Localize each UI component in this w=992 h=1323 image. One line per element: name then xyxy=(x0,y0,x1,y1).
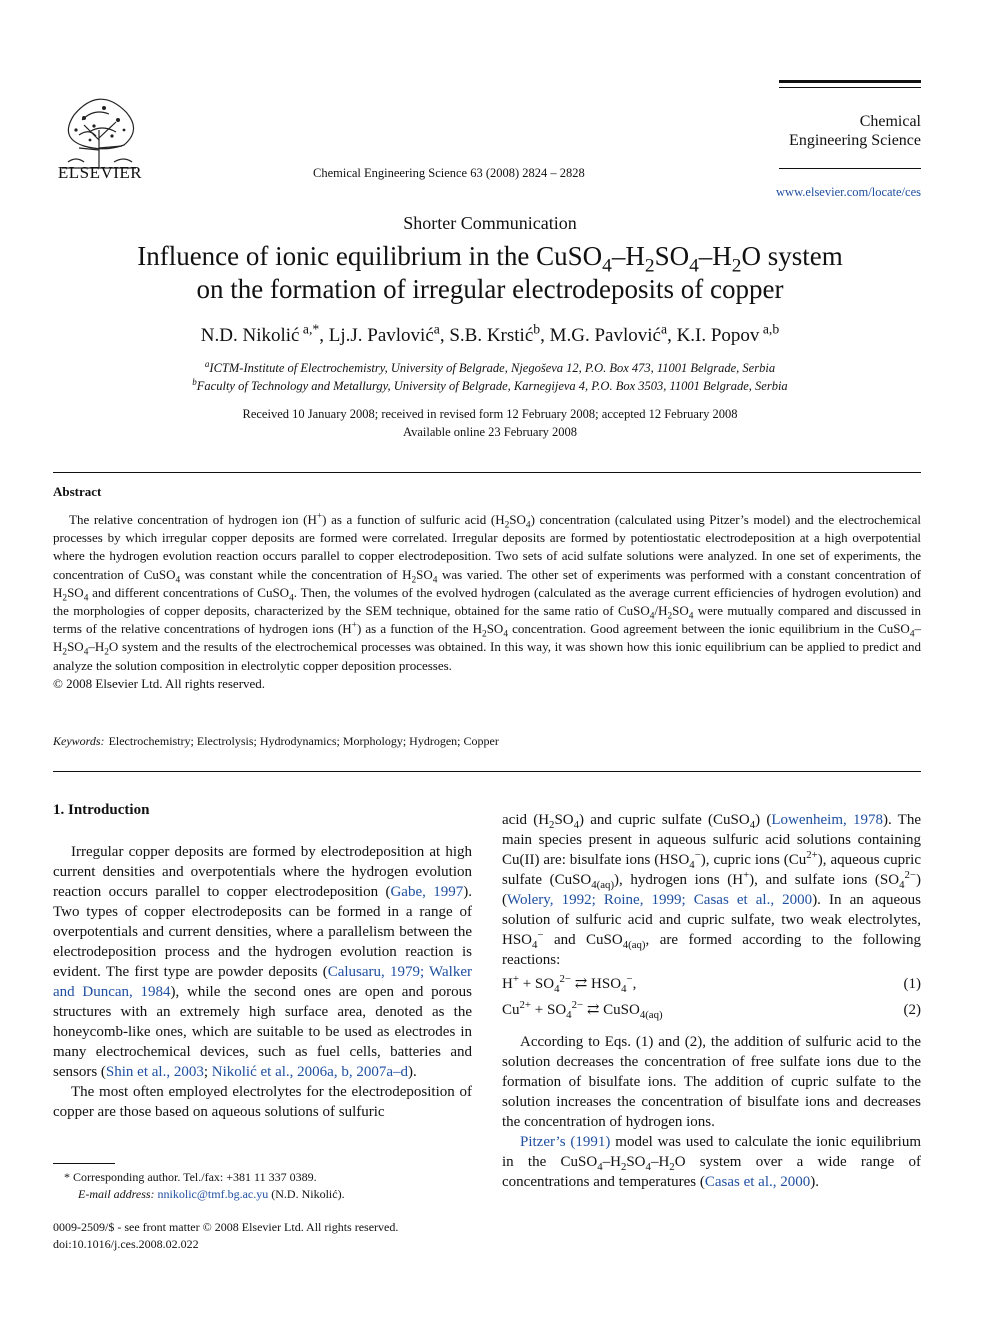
footnote-rule xyxy=(53,1163,115,1164)
citation-link[interactable]: Gabe, 1997 xyxy=(390,884,464,900)
citation-link[interactable]: Wolery, 1992; Roine, 1999; Casas et al., 2000 xyxy=(507,892,813,908)
title-line-1: Influence of ionic equilibrium in the $CuSO_4-H_2SO_4-H_2O$ system xyxy=(137,241,843,277)
publisher-name: ELSEVIER xyxy=(57,163,143,182)
header-rule xyxy=(779,80,921,83)
issn-line: 0009-2509/$ - see front matter © 2008 Elsevier Ltd. All rights reserved. xyxy=(53,1220,399,1234)
citation-link[interactable]: Casas et al., 2000 xyxy=(704,1174,811,1190)
equations xyxy=(502,974,921,1026)
email-note: E-mail address: nnikolic@tmf.bg.ac.yu (N.D. Nikolić). xyxy=(78,1187,345,1201)
section-heading-introduction: 1. Introduction xyxy=(53,802,150,818)
section-type: Shorter Communication xyxy=(403,213,577,233)
citation-link[interactable]: Nikolić et al., 2006a, b, 2007a–d xyxy=(211,1064,408,1080)
copyright-line: © 2008 Elsevier Ltd. All rights reserved. xyxy=(53,675,266,691)
citation-link[interactable]: Shin et al., 2003 xyxy=(105,1064,204,1080)
left-column xyxy=(53,842,472,1122)
equation-2: $Cu^{2+} + SO_4^{2-}$ ⇄ CuSO$_{4(aq)}$ (2) xyxy=(502,999,921,1021)
corresponding-author-note: * Corresponding author. Tel./fax: +381 11 337 0389. xyxy=(64,1170,317,1184)
intro-paragraph-3: According to Eqs. (1) and (2), the addition of sulfuric acid to the solution decreases the concentration of free sulfate ions due to the formation of bisulfate ions. The addition of cupric sulfate to the solution increases the concentration of bisulfate ions and decreases the concentration of hydrogen ions. xyxy=(502,1034,921,1130)
citation-link[interactable]: Calusaru, 1979; Walker and Duncan, 1984 xyxy=(53,964,472,1000)
email-link[interactable]: nnikolic@tmf.bg.ac.yu xyxy=(157,1187,269,1201)
abstract-heading: Abstract xyxy=(53,484,102,499)
citation-link[interactable]: Pitzer’s (1991) xyxy=(520,1134,611,1150)
intro-paragraph-2-cont: acid $(H_2SO_4)$ and cupric sulfate (CuSO$_4$) (Lowenheim, 1978). The main species present in aqueous sulfuric acid solutions containing Cu(II) are: bisulfate ions $(HSO_4^-)$, cupric ions $(Cu^{2+})$, aqueous cupric sulfate (CuSO$_{4(aq)}$), hydrogen ions (H+), and sulfate ions $(SO_4^{2-})$ (Wolery, 1992; Roine, 1999; Casas et al., 2000). In an aqueous solution of sulfuric acid and cupric sulfate, two weak electrolytes, $HSO_4^-$ and CuSO$_{4(aq)}$, are formed according to the following reactions: xyxy=(502,812,922,968)
available-online: Available online 23 February 2008 xyxy=(402,425,578,439)
doi-line[interactable]: doi:10.1016/j.ces.2008.02.022 xyxy=(53,1237,199,1251)
abstract-bottom-rule xyxy=(53,771,921,772)
title-line-2: on the formation of irregular electrodeposits of copper xyxy=(196,274,784,304)
equation-1: $H^+ + SO_4^{2-}$ ⇄ $HSO_4^-$, (1) xyxy=(502,973,921,995)
abstract-text: The relative concentration of hydrogen ion (H+) as a function of sulfuric acid $(H_2SO_4)$ concentration (calculated using Pitzer’s model) and the electrochemical processes by which irregular copper deposits are formed were correlated. Irregular deposits are formed by potentiostatic electrodeposition at a high overpotential where the hydrogen evolution reaction occurs parallel to copper electrodeposition. Two sets of acid sulfate solutions were analyzed. In one set of experiments, the concentration of CuSO$_4$ was constant while the concentration of $H_2SO_4$ was varied. The other set of experiments was performed with a constant concentration of $H_2SO_4$ and different concentrations of CuSO$_4$. Then, the volumes of the evolved hydrogen (calculated as the average current efficiencies of hydrogen evolution) and the morphologies of copper deposits, characterized by the SEM technique, obtained for the same ratio of $CuSO_4/H_2SO_4$ were mutually compared and discussed in terms of the relative concentrations of hydrogen ions (H+) as a function of the $H_2SO_4$ concentration. Good agreement between the ionic equilibrium in the $CuSO_4-H_2SO_4-H_2O$ system and the results of the electrochemical processes was obtained. In this way, it was shown how this ionic equilibrium can be applied to predict and analyze the solution composition in electrolytic copper deposition processes. © 2008 Elsevier Ltd. All rights reserved. xyxy=(53,511,921,693)
article-title xyxy=(80,240,900,306)
right-column xyxy=(502,810,921,1192)
header-rule xyxy=(779,87,921,88)
intro-paragraph-4: Pitzer’s (1991) model was used to calculate the ionic equilibrium in the $CuSO_4-H_2SO_4-H_2O$ system over a wide range of concentrations and temperatures (Casas et al., 2000). xyxy=(502,1134,921,1190)
intro-paragraph-2-start: The most often employed electrolytes for the electrodeposition of copper are those based on aqueous solutions of sulfuric xyxy=(53,1084,472,1120)
citation-link[interactable]: Lowenheim, 1978 xyxy=(771,812,883,828)
journal-reference: Chemical Engineering Science 63 (2008) 2824 – 2828 xyxy=(313,166,585,180)
received-dates: Received 10 January 2008; received in revised form 12 February 2008; accepted 12 February 2008 xyxy=(242,407,738,421)
journal-title: Chemical Engineering Science xyxy=(789,113,921,149)
keywords: Keywords: Electrochemistry; Electrolysis; Hydrodynamics; Morphology; Hydrogen; Copper xyxy=(53,734,499,748)
header-rule xyxy=(779,168,921,169)
intro-paragraph-1: Irregular copper deposits are formed by electrodeposition at high current densities and overpotentials where the hydrogen evolution reaction occurs parallel to copper electrodeposition (Gabe, 1997). Two types of copper electrodeposits can be formed in a range of overpotentials and current densities, where a parallelism between the electrodeposition process and the hydrogen evolution reaction is evident. The first type are powder deposits (Calusaru, 1979; Walker and Duncan, 1984), while the second ones are open and porous structures with an extremely high surface area, denoted as the honeycomb-like ones, which are suitable to be used as electrodes in many electrochemical devices, such as fuel cells, batteries and sensors (Shin et al., 2003; Nikolić et al., 2006a, b, 2007a–d). xyxy=(53,844,472,1080)
affiliation-a: $^a$ICTM-Institute of Electrochemistry, University of Belgrade, Njegoševa 12, P.O. Box 473, 11001 Belgrade, Serbia xyxy=(204,358,776,375)
journal-url-link[interactable]: www.elsevier.com/locate/ces xyxy=(776,185,921,199)
affiliation-b: $^b$Faculty of Technology and Metallurgy, University of Belgrade, Karnegijeva 4, P.O. Box 3503, 11001 Belgrade, Serbia xyxy=(192,376,788,393)
abstract-top-rule xyxy=(53,472,921,473)
author-list: N.D. Nikolić $^{a,*}$, Lj.J. Pavlović$^a$, S.B. Krstić$^b$, M.G. Pavlović$^a$, K.I. Popov $^{a,b}$ xyxy=(200,321,780,346)
